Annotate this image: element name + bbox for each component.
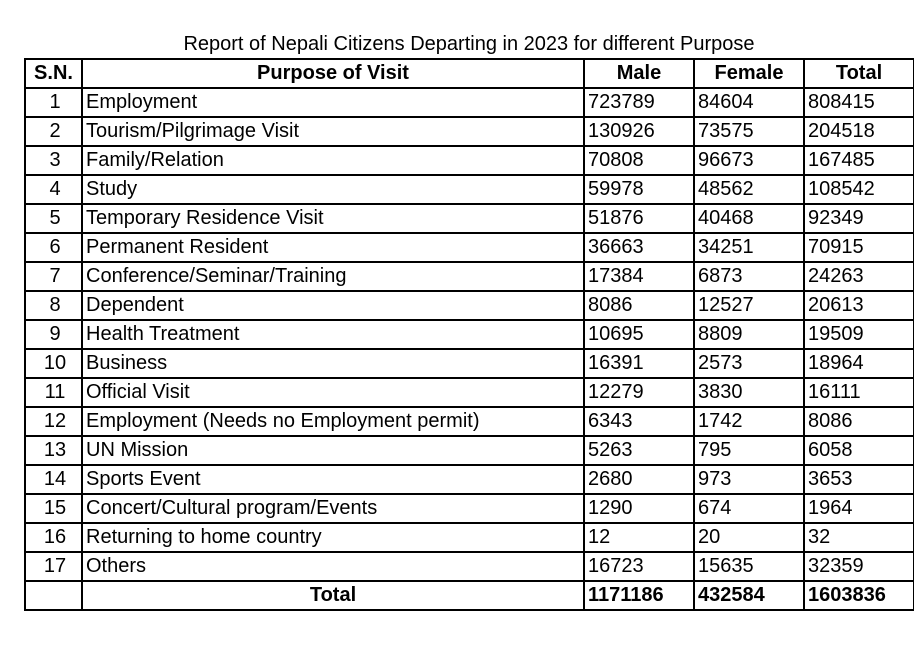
cell-total: 20613 — [804, 291, 914, 320]
cell-female: 2573 — [694, 349, 804, 378]
cell-total: 808415 — [804, 88, 914, 117]
cell-male: 10695 — [584, 320, 694, 349]
cell-purpose: Family/Relation — [82, 146, 584, 175]
header-female: Female — [694, 59, 804, 88]
cell-female: 795 — [694, 436, 804, 465]
cell-male: 16391 — [584, 349, 694, 378]
cell-total: 18964 — [804, 349, 914, 378]
table-row — [25, 291, 914, 320]
cell-female: 34251 — [694, 233, 804, 262]
total-total: 1603836 — [804, 581, 914, 610]
cell-male: 59978 — [584, 175, 694, 204]
header-male: Male — [584, 59, 694, 88]
cell-female: 48562 — [694, 175, 804, 204]
cell-total: 32 — [804, 523, 914, 552]
table-row — [25, 117, 914, 146]
cell-purpose: Dependent — [82, 291, 584, 320]
cell-sn: 7 — [25, 262, 82, 291]
cell-female: 15635 — [694, 552, 804, 581]
cell-purpose: Business — [82, 349, 584, 378]
total-female: 432584 — [694, 581, 804, 610]
table-body — [25, 88, 914, 581]
cell-male: 1290 — [584, 494, 694, 523]
cell-male: 16723 — [584, 552, 694, 581]
cell-female: 12527 — [694, 291, 804, 320]
cell-female: 40468 — [694, 204, 804, 233]
cell-total: 24263 — [804, 262, 914, 291]
cell-total: 204518 — [804, 117, 914, 146]
cell-total: 6058 — [804, 436, 914, 465]
cell-sn: 10 — [25, 349, 82, 378]
cell-sn: 8 — [25, 291, 82, 320]
cell-sn: 5 — [25, 204, 82, 233]
table-row — [25, 494, 914, 523]
cell-total: 108542 — [804, 175, 914, 204]
cell-male: 17384 — [584, 262, 694, 291]
cell-sn: 13 — [25, 436, 82, 465]
total-label: Total — [82, 581, 584, 610]
cell-purpose: Health Treatment — [82, 320, 584, 349]
table-row — [25, 233, 914, 262]
cell-sn: 4 — [25, 175, 82, 204]
cell-sn: 3 — [25, 146, 82, 175]
cell-purpose: Official Visit — [82, 378, 584, 407]
cell-total: 70915 — [804, 233, 914, 262]
cell-purpose: Study — [82, 175, 584, 204]
cell-sn: 17 — [25, 552, 82, 581]
cell-male: 12279 — [584, 378, 694, 407]
cell-male: 6343 — [584, 407, 694, 436]
cell-female: 20 — [694, 523, 804, 552]
cell-male: 130926 — [584, 117, 694, 146]
cell-sn: 1 — [25, 88, 82, 117]
cell-total: 16111 — [804, 378, 914, 407]
cell-total: 167485 — [804, 146, 914, 175]
cell-male: 2680 — [584, 465, 694, 494]
header-sn: S.N. — [25, 59, 82, 88]
table-title: Report of Nepali Citizens Departing in 2023 for different Purpose — [183, 33, 755, 55]
cell-purpose: Concert/Cultural program/Events — [82, 494, 584, 523]
cell-male: 5263 — [584, 436, 694, 465]
cell-female: 8809 — [694, 320, 804, 349]
cell-total: 92349 — [804, 204, 914, 233]
cell-purpose: Employment (Needs no Employment permit) — [82, 407, 584, 436]
cell-purpose: Tourism/Pilgrimage Visit — [82, 117, 584, 146]
cell-purpose: Permanent Resident — [82, 233, 584, 262]
table-row — [25, 523, 914, 552]
cell-female: 96673 — [694, 146, 804, 175]
cell-male: 36663 — [584, 233, 694, 262]
cell-sn: 16 — [25, 523, 82, 552]
table-row — [25, 552, 914, 581]
cell-female: 6873 — [694, 262, 804, 291]
table-row — [25, 436, 914, 465]
cell-female: 973 — [694, 465, 804, 494]
cell-total: 19509 — [804, 320, 914, 349]
cell-purpose: Sports Event — [82, 465, 584, 494]
cell-total: 1964 — [804, 494, 914, 523]
cell-total: 32359 — [804, 552, 914, 581]
header-purpose: Purpose of Visit — [82, 59, 584, 88]
cell-purpose: Employment — [82, 88, 584, 117]
departure-report-table — [24, 58, 914, 611]
header-row — [25, 59, 914, 88]
cell-male: 723789 — [584, 88, 694, 117]
cell-female: 674 — [694, 494, 804, 523]
cell-female: 84604 — [694, 88, 804, 117]
cell-sn: 6 — [25, 233, 82, 262]
cell-male: 51876 — [584, 204, 694, 233]
total-male: 1171186 — [584, 581, 694, 610]
table-row — [25, 262, 914, 291]
cell-purpose: Returning to home country — [82, 523, 584, 552]
cell-female: 73575 — [694, 117, 804, 146]
table-row — [25, 378, 914, 407]
table-row — [25, 407, 914, 436]
table-row — [25, 204, 914, 233]
cell-sn: 11 — [25, 378, 82, 407]
cell-purpose: Temporary Residence Visit — [82, 204, 584, 233]
cell-purpose: UN Mission — [82, 436, 584, 465]
table-row — [25, 465, 914, 494]
table-row — [25, 175, 914, 204]
cell-female: 3830 — [694, 378, 804, 407]
cell-purpose: Conference/Seminar/Training — [82, 262, 584, 291]
cell-male: 8086 — [584, 291, 694, 320]
header-total: Total — [804, 59, 914, 88]
cell-male: 70808 — [584, 146, 694, 175]
table-row — [25, 320, 914, 349]
cell-sn: 14 — [25, 465, 82, 494]
cell-female: 1742 — [694, 407, 804, 436]
table-row — [25, 88, 914, 117]
cell-total: 8086 — [804, 407, 914, 436]
cell-sn: 15 — [25, 494, 82, 523]
cell-purpose: Others — [82, 552, 584, 581]
table-row — [25, 349, 914, 378]
cell-total: 3653 — [804, 465, 914, 494]
cell-male: 12 — [584, 523, 694, 552]
cell-sn: 12 — [25, 407, 82, 436]
cell-sn: 9 — [25, 320, 82, 349]
total-row — [25, 581, 914, 610]
table-row — [25, 146, 914, 175]
total-sn-cell — [25, 581, 82, 610]
cell-sn: 2 — [25, 117, 82, 146]
